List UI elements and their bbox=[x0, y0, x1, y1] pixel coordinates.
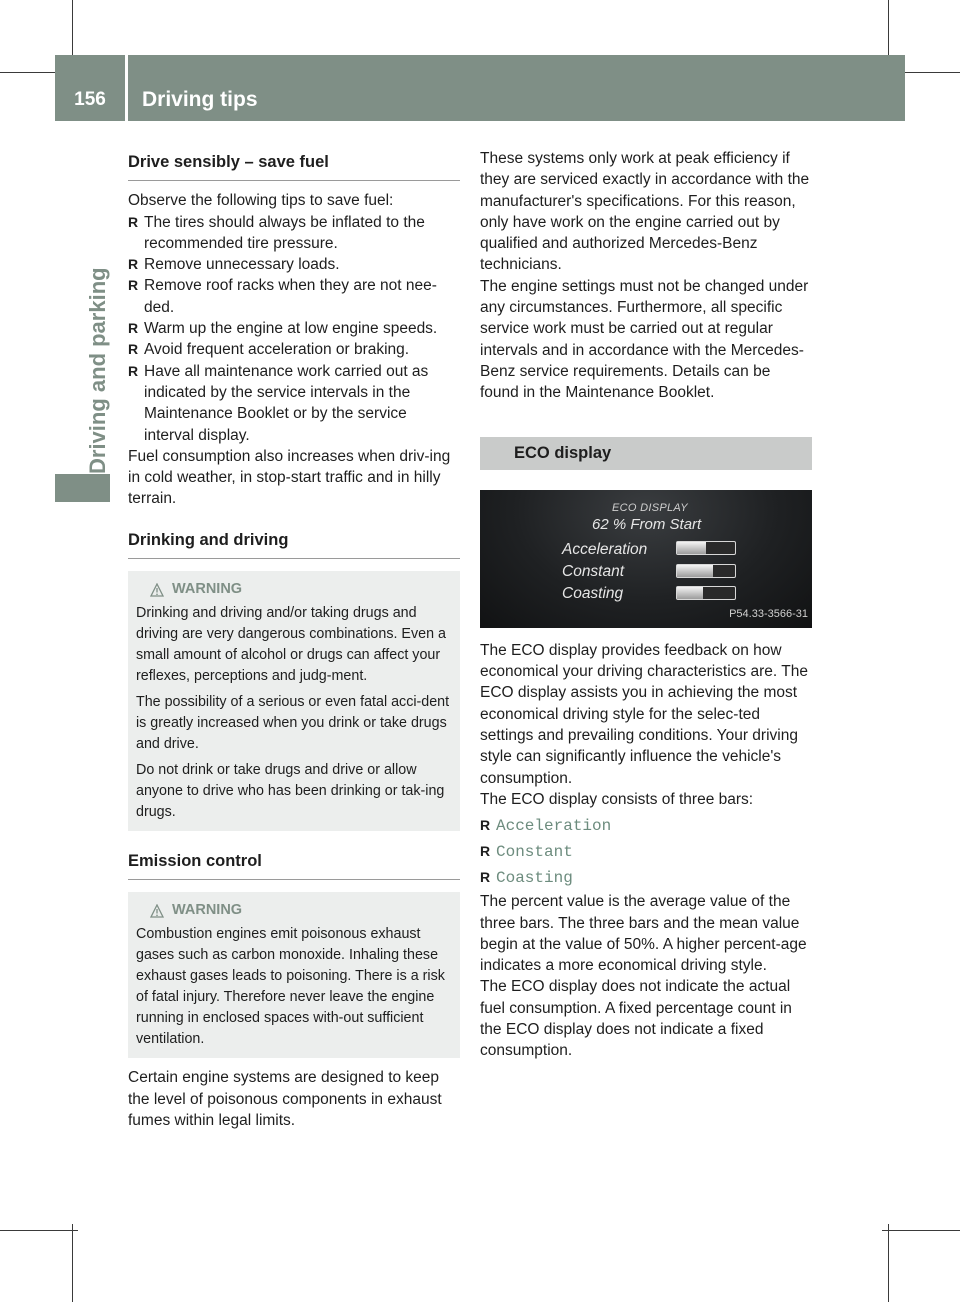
list-item: R The tires should always be inflated to the recommended tire pressure. bbox=[128, 212, 460, 255]
image-code: P54.33-3566-31 bbox=[729, 607, 808, 620]
eco-bar bbox=[676, 564, 736, 578]
list-item bbox=[480, 839, 812, 865]
eco-row-label: Acceleration bbox=[562, 540, 648, 558]
warning-title: WARNING bbox=[172, 581, 243, 598]
eco-display-image bbox=[480, 490, 812, 628]
warning-text: Combustion engines emit poisonous exhaust gases such as carbon monoxide. Inhaling these exhaust gases leads to poisoning. There is a risk of fatal injury. Therefore never leave the engine running in enclosed spaces with-out sufficient ventilation. bbox=[136, 926, 445, 1048]
eco-bar-name: Constant bbox=[496, 843, 573, 862]
list-item: R Have all maintenance work carried out as indicated by the service intervals in the Maintenance Booklet or by the service interval display. bbox=[128, 361, 460, 446]
heading-eco-display: ECO display bbox=[480, 437, 812, 470]
warning-text: Do not drink or take drugs and drive or allow anyone to drive who has been drinking or tak-ing drugs. bbox=[136, 762, 445, 821]
warning-text: The possibility of a serious or even fatal acci-dent is greatly increased when you drink or take drugs and drive. bbox=[136, 694, 450, 753]
paragraph: The ECO display consists of three bars: bbox=[480, 790, 754, 808]
warning-text: Drinking and driving and/or taking drugs and driving are very dangerous combinations. Even a small amount of alcohol or drugs can affect your reflexes, perceptions and judg-ment. bbox=[136, 605, 446, 685]
paragraph: The ECO display provides feedback on how economical your driving characteristics are. The ECO display assists you in achieving the most economical driving style for the selec-ted settings and prevailing conditions. Your driving style can significantly influence the vehicle's consumption. bbox=[480, 641, 808, 787]
eco-bar-fill bbox=[677, 587, 703, 599]
paragraph: These systems only work at peak efficiency if they are serviced exactly in accordance with the manufacturer's specifications. For this reason, only have work on the engine carried out by qualified and authorized Mercedes-Benz technicians. bbox=[480, 150, 810, 274]
eco-title: ECO DISPLAY bbox=[612, 501, 688, 514]
eco-row-label: Coasting bbox=[562, 584, 624, 602]
list-item: R Avoid frequent acceleration or braking. bbox=[128, 339, 460, 360]
eco-row-label: Constant bbox=[562, 562, 625, 580]
crop-mark bbox=[72, 1224, 73, 1302]
warning-box-emission bbox=[128, 892, 460, 1058]
heading-emission: Emission control bbox=[128, 847, 460, 880]
warning-box-drinking bbox=[128, 571, 460, 831]
header-separator bbox=[125, 55, 128, 121]
crop-mark bbox=[888, 1224, 889, 1302]
eco-bar-name: Coasting bbox=[496, 869, 573, 888]
eco-bar-fill bbox=[677, 542, 706, 554]
emission-body: Certain engine systems are designed to keep the level of poisonous components in exhaust fumes within legal limits. bbox=[128, 1069, 442, 1129]
left-column bbox=[128, 148, 460, 1131]
eco-bar-name: Acceleration bbox=[496, 817, 612, 836]
paragraph: The engine settings must not be changed under any circumstances. Furthermore, all specific service work must be carried out at regular intervals and in accordance with the Mercedes-Benz service requirements. Details can be found in the Maintenance Booklet. bbox=[480, 277, 809, 402]
list-item: R Remove roof racks when they are not nee-ded. bbox=[128, 275, 460, 318]
heading-drinking: Drinking and driving bbox=[128, 526, 460, 559]
save-fuel-outro: Fuel consumption also increases when driv-ing in cold weather, in stop-start traffic and in hilly terrain. bbox=[128, 447, 451, 508]
save-fuel-intro: Observe the following tips to save fuel: bbox=[128, 192, 394, 210]
eco-bar bbox=[676, 541, 736, 555]
list-item: R Remove unnecessary loads. bbox=[128, 254, 460, 275]
eco-bars-list bbox=[480, 813, 812, 891]
side-tab-label: Driving and parking bbox=[85, 267, 110, 474]
page-header bbox=[55, 55, 905, 121]
section-title: Driving tips bbox=[142, 88, 258, 111]
paragraph: The percent value is the average value of the three bars. The three bars and the mean value begin at the value of 50%. A higher percent-age indicates a more economical driving style. bbox=[480, 893, 807, 975]
side-tab-block bbox=[55, 474, 110, 502]
right-column bbox=[480, 148, 812, 1062]
crop-mark bbox=[0, 1230, 78, 1231]
eco-subtitle: 62 % From Start bbox=[592, 515, 702, 533]
eco-bar-fill bbox=[677, 565, 713, 577]
page-number: 156 bbox=[74, 89, 106, 110]
save-fuel-list bbox=[128, 212, 460, 446]
warning-triangle-icon bbox=[150, 904, 164, 918]
warning-title: WARNING bbox=[172, 902, 243, 919]
list-item: R Warm up the engine at low engine speeds. bbox=[128, 318, 460, 339]
paragraph: The ECO display does not indicate the actual fuel consumption. A fixed percentage count in the ECO display does not indicate a fixed consumption. bbox=[480, 978, 792, 1060]
list-item bbox=[480, 865, 812, 891]
heading-save-fuel: Drive sensibly – save fuel bbox=[128, 148, 460, 181]
crop-mark bbox=[882, 1230, 960, 1231]
eco-bar bbox=[676, 586, 736, 600]
warning-triangle-icon bbox=[150, 583, 164, 597]
list-item bbox=[480, 813, 812, 839]
